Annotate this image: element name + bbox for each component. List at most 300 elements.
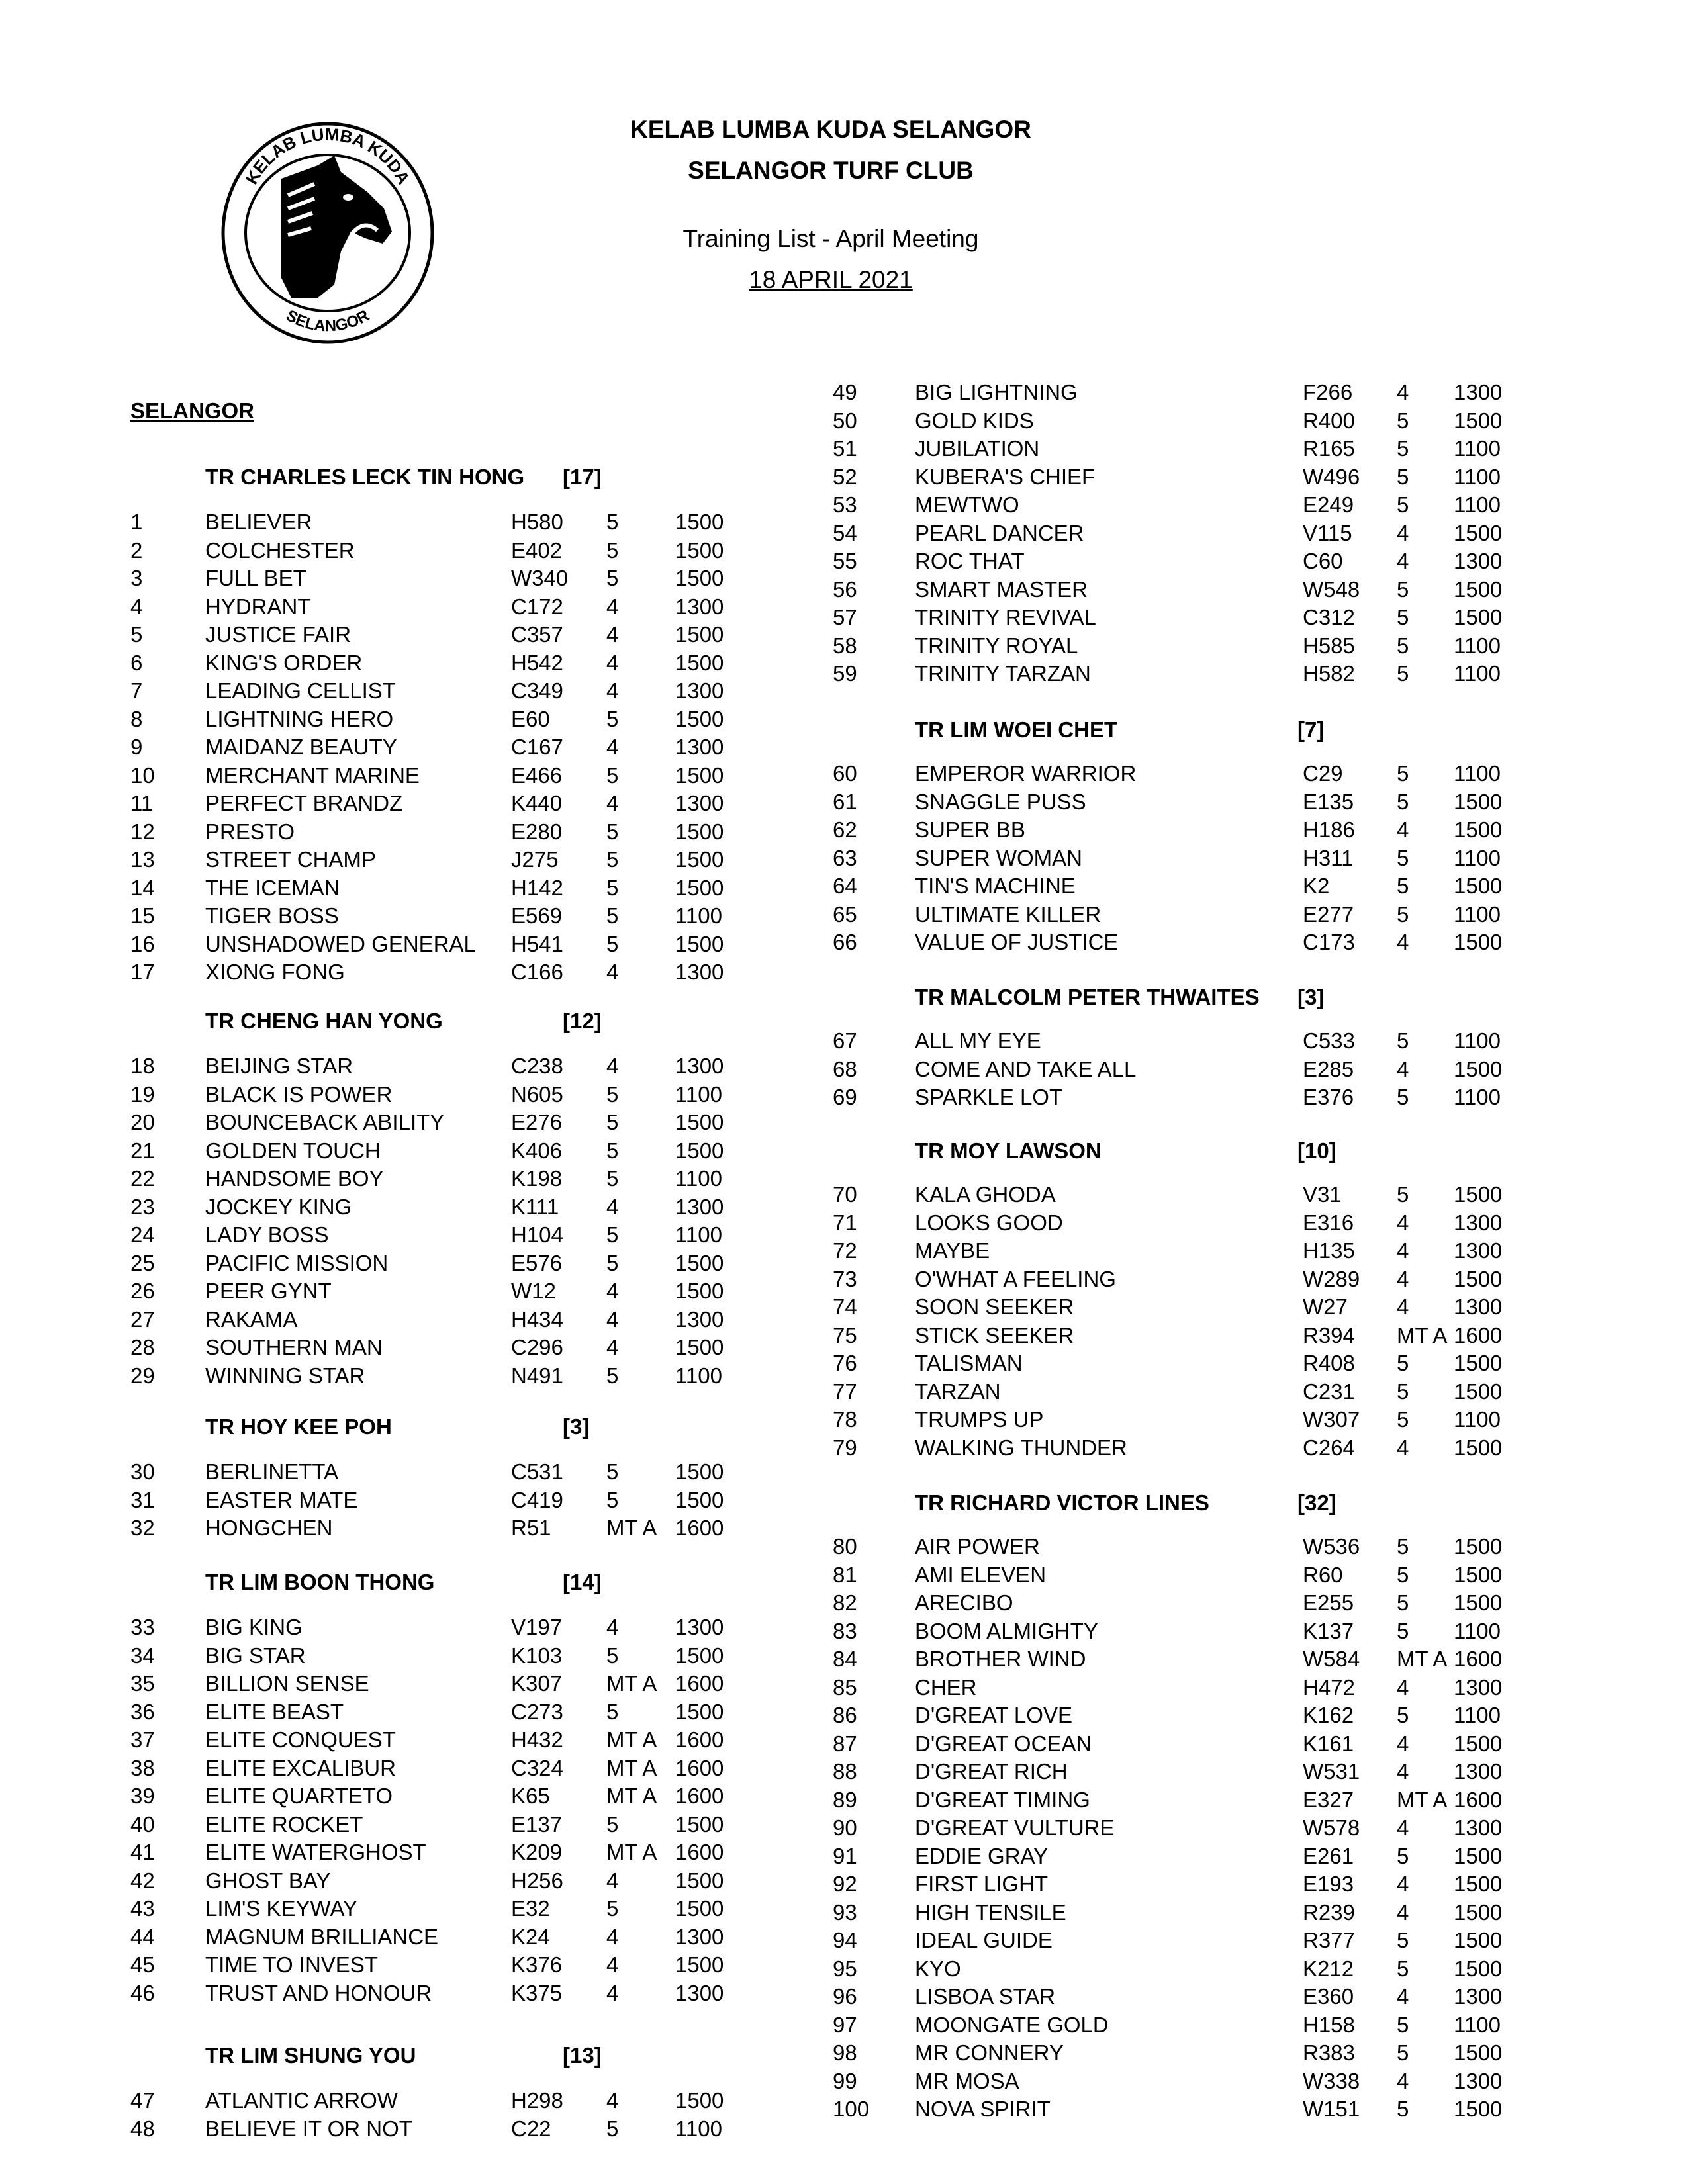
horse-number: 80	[833, 1534, 857, 1559]
horse-number: 47	[130, 2088, 155, 2113]
horse-name: TRINITY TARZAN	[915, 661, 1091, 686]
horse-group: MT A	[1397, 1787, 1448, 1812]
horse-distance: 1300	[675, 1615, 724, 1639]
horse-name: TALISMAN	[915, 1351, 1023, 1375]
horse-code: H472	[1303, 1674, 1355, 1700]
horse-name: PEARL DANCER	[915, 520, 1084, 545]
horse-group: 5	[1397, 1590, 1409, 1615]
horse-group: 5	[606, 762, 619, 788]
club-name-english: SELANGOR TURF CLUB	[688, 157, 974, 184]
horse-name: TRINITY REVIVAL	[915, 605, 1096, 629]
horse-number: 99	[833, 2068, 857, 2093]
horse-name: VALUE OF JUSTICE	[915, 930, 1119, 954]
horse-name: ARECIBO	[915, 1590, 1013, 1615]
horse-code: H434	[511, 1306, 563, 1332]
horse-group: 4	[606, 2088, 619, 2113]
horse-group: 4	[606, 678, 619, 703]
horse-number: 89	[833, 1787, 857, 1812]
horse-distance: 1500	[675, 510, 724, 534]
horse-distance: 1500	[1454, 1928, 1503, 1952]
horse-group: 5	[1397, 436, 1409, 461]
horse-distance: 1500	[1454, 1266, 1503, 1291]
horse-group: 4	[606, 1924, 619, 1949]
horse-name: TIGER BOSS	[205, 903, 339, 928]
horse-number: 98	[833, 2040, 857, 2065]
horse-number: 40	[130, 1811, 155, 1837]
horse-code: R383	[1303, 2040, 1355, 2065]
horse-code: W578	[1303, 1815, 1360, 1840]
horse-name: HANDSOME BOY	[205, 1166, 384, 1191]
trainer-horse-count: [14]	[563, 1570, 602, 1594]
horse-distance: 1500	[1454, 1379, 1503, 1404]
horse-distance: 1500	[675, 1699, 724, 1724]
horse-distance: 1600	[675, 1784, 724, 1808]
horse-name: MAYBE	[915, 1238, 990, 1263]
horse-name: PEER GYNT	[205, 1279, 332, 1303]
horse-group: MT A	[606, 1671, 657, 1696]
horse-code: C324	[511, 1755, 563, 1780]
horse-distance: 1100	[1454, 2012, 1501, 2037]
trainer-heading: TR LIM SHUNG YOU	[205, 2043, 416, 2068]
trainer-heading: TR HOY KEE POH	[205, 1414, 392, 1439]
horse-distance: 1500	[1454, 817, 1503, 842]
horse-code: N605	[511, 1081, 563, 1107]
horse-number: 6	[130, 650, 143, 675]
horse-number: 67	[833, 1028, 857, 1053]
horse-distance: 1300	[675, 1980, 724, 2005]
horse-distance: 1500	[675, 537, 724, 563]
horse-number: 5	[130, 622, 143, 647]
horse-group: 5	[1397, 1182, 1409, 1206]
horse-number: 18	[130, 1054, 155, 1078]
horse-distance: 1500	[675, 1487, 724, 1512]
trainer-heading: TR MALCOLM PETER THWAITES	[915, 985, 1260, 1009]
horse-number: 91	[833, 1843, 857, 1868]
horse-name: GHOST BAY	[205, 1868, 331, 1893]
horse-group: 4	[1397, 549, 1409, 573]
horse-group: 5	[606, 1459, 619, 1484]
horse-group: 5	[606, 931, 619, 956]
horse-distance: 1500	[1454, 1956, 1503, 1981]
horse-group: 4	[1397, 1435, 1409, 1460]
horse-group: 5	[606, 510, 619, 534]
horse-group: 5	[606, 1699, 619, 1724]
horse-name: ATLANTIC ARROW	[205, 2088, 398, 2113]
horse-number: 56	[833, 576, 857, 602]
horse-group: 5	[1397, 1618, 1409, 1643]
horse-number: 87	[833, 1731, 857, 1756]
horse-code: R165	[1303, 436, 1355, 461]
horse-name: SUPER WOMAN	[915, 845, 1083, 870]
horse-code: E60	[511, 706, 550, 731]
horse-distance: 1500	[675, 1138, 724, 1163]
horse-code: C349	[511, 678, 563, 703]
horse-distance: 1600	[675, 1840, 724, 1864]
horse-group: 4	[606, 622, 619, 647]
horse-number: 84	[833, 1647, 857, 1671]
horse-distance: 1500	[675, 931, 724, 956]
horse-number: 7	[130, 678, 143, 703]
horse-number: 39	[130, 1784, 155, 1808]
horse-name: IDEAL GUIDE	[915, 1928, 1053, 1952]
horse-number: 76	[833, 1351, 857, 1375]
horse-number: 83	[833, 1618, 857, 1643]
horse-name: LOOKS GOOD	[915, 1210, 1063, 1235]
horse-group: 4	[1397, 1899, 1409, 1925]
horse-number: 82	[833, 1590, 857, 1615]
horse-name: THE ICEMAN	[205, 875, 340, 900]
horse-distance: 1500	[1454, 408, 1503, 433]
horse-name: AMI ELEVEN	[915, 1562, 1047, 1587]
horse-group: 5	[1397, 789, 1409, 814]
horse-number: 9	[130, 735, 143, 759]
horse-distance: 1500	[1454, 789, 1503, 814]
horse-number: 4	[130, 594, 143, 619]
horse-group: 4	[1397, 520, 1409, 545]
horse-code: E316	[1303, 1210, 1354, 1235]
horse-distance: 1100	[675, 903, 722, 928]
horse-distance: 1500	[1454, 1731, 1503, 1756]
trainer-horse-count: [3]	[563, 1414, 590, 1439]
horse-code: E280	[511, 819, 563, 844]
horse-name: D'GREAT OCEAN	[915, 1731, 1092, 1756]
horse-name: RAKAMA	[205, 1306, 298, 1332]
horse-group: 4	[1397, 1295, 1409, 1319]
horse-number: 42	[130, 1868, 155, 1893]
horse-distance: 1300	[675, 791, 724, 815]
horse-distance: 1500	[1454, 1056, 1503, 1081]
horse-name: WINNING STAR	[205, 1363, 365, 1388]
horse-group: 5	[1397, 901, 1409, 927]
horse-name: SMART MASTER	[915, 576, 1088, 602]
horse-name: EASTER MATE	[205, 1487, 358, 1512]
horse-distance: 1100	[1454, 761, 1501, 786]
club-name-malay: KELAB LUMBA KUDA SELANGOR	[630, 116, 1031, 143]
horse-name: NOVA SPIRIT	[915, 2097, 1051, 2121]
horse-group: MT A	[606, 1516, 657, 1540]
horse-name: FIRST LIGHT	[915, 1872, 1049, 1896]
horse-code: C22	[511, 2116, 551, 2141]
horse-distance: 1500	[1454, 576, 1503, 602]
horse-name: HIGH TENSILE	[915, 1899, 1066, 1925]
horse-number: 66	[833, 930, 857, 954]
horse-name: BEIJING STAR	[205, 1054, 353, 1078]
horse-distance: 1100	[675, 1222, 722, 1247]
horse-name: STICK SEEKER	[915, 1322, 1074, 1347]
horse-group: 4	[606, 791, 619, 815]
horse-code: R51	[511, 1516, 551, 1540]
horse-number: 94	[833, 1928, 857, 1952]
horse-number: 46	[130, 1980, 155, 2005]
horse-group: 5	[1397, 2012, 1409, 2037]
horse-group: 5	[606, 1110, 619, 1134]
horse-number: 44	[130, 1924, 155, 1949]
horse-group: MT A	[606, 1840, 657, 1864]
horse-name: TRINITY ROYAL	[915, 633, 1078, 658]
horse-group: 5	[606, 1081, 619, 1107]
horse-distance: 1600	[675, 1516, 724, 1540]
horse-name: CHER	[915, 1674, 977, 1700]
horse-number: 77	[833, 1379, 857, 1404]
horse-group: 5	[606, 1166, 619, 1191]
horse-distance: 1100	[1454, 1407, 1501, 1432]
horse-name: TIN'S MACHINE	[915, 874, 1076, 898]
horse-name: PERFECT BRANDZ	[205, 791, 403, 815]
horse-group: MT A	[1397, 1647, 1448, 1671]
horse-group: 5	[1397, 605, 1409, 629]
horse-distance: 1500	[1454, 520, 1503, 545]
horse-group: 4	[1397, 1266, 1409, 1291]
horse-number: 54	[833, 520, 857, 545]
horse-number: 12	[130, 819, 155, 844]
horse-code: E569	[511, 903, 563, 928]
horse-code: C172	[511, 594, 563, 619]
horse-distance: 1500	[1454, 1182, 1503, 1206]
trainer-heading: TR CHARLES LECK TIN HONG	[205, 465, 525, 489]
horse-code: E276	[511, 1110, 563, 1134]
horse-name: ELITE QUARTETO	[205, 1784, 393, 1808]
horse-number: 50	[833, 408, 857, 433]
horse-number: 30	[130, 1459, 155, 1484]
trainer-horse-count: [3]	[1297, 985, 1325, 1009]
horse-group: 4	[606, 1279, 619, 1303]
horse-name: GOLD KIDS	[915, 408, 1034, 433]
horse-group: 5	[606, 2116, 619, 2141]
horse-code: K162	[1303, 1703, 1354, 1727]
horse-group: 5	[1397, 2040, 1409, 2065]
horse-distance: 1500	[675, 1952, 724, 1977]
horse-group: 4	[1397, 380, 1409, 404]
horse-distance: 1300	[675, 1194, 724, 1219]
horse-code: C166	[511, 960, 563, 984]
horse-name: COME AND TAKE ALL	[915, 1056, 1137, 1081]
horse-distance: 1300	[675, 1306, 724, 1332]
horse-distance: 1300	[675, 678, 724, 703]
horse-group: 5	[1397, 464, 1409, 489]
horse-distance: 1300	[1454, 1674, 1503, 1700]
horse-distance: 1100	[1454, 661, 1501, 686]
horse-group: 5	[1397, 874, 1409, 898]
horse-distance: 1100	[1454, 1085, 1501, 1109]
horse-distance: 1500	[675, 1643, 724, 1668]
horse-distance: 1500	[675, 847, 724, 872]
horse-group: 4	[606, 1194, 619, 1219]
horse-group: 5	[606, 1487, 619, 1512]
horse-number: 52	[833, 464, 857, 489]
horse-number: 37	[130, 1727, 155, 1752]
trainer-horse-count: [17]	[563, 465, 602, 489]
horse-group: 5	[1397, 1703, 1409, 1727]
horse-code: W151	[1303, 2097, 1360, 2121]
horse-code: E277	[1303, 901, 1354, 927]
horse-number: 49	[833, 380, 857, 404]
horse-distance: 1100	[1454, 492, 1501, 517]
horse-number: 74	[833, 1295, 857, 1319]
horse-name: BLACK IS POWER	[205, 1081, 393, 1107]
horse-number: 59	[833, 661, 857, 686]
horse-code: C29	[1303, 761, 1343, 786]
horse-group: 5	[1397, 1562, 1409, 1587]
horse-name: KUBERA'S CHIEF	[915, 464, 1096, 489]
trainer-heading: TR MOY LAWSON	[915, 1138, 1102, 1163]
horse-distance: 1100	[1454, 436, 1501, 461]
horse-code: C296	[511, 1335, 563, 1359]
horse-name: COLCHESTER	[205, 537, 355, 563]
horse-group: 4	[606, 594, 619, 619]
horse-name: BIG KING	[205, 1615, 303, 1639]
horse-group: 4	[606, 1615, 619, 1639]
horse-number: 73	[833, 1266, 857, 1291]
horse-number: 69	[833, 1085, 857, 1109]
horse-distance: 1500	[675, 875, 724, 900]
horse-distance: 1500	[1454, 605, 1503, 629]
horse-code: E360	[1303, 1984, 1354, 2009]
horse-code: H542	[511, 650, 563, 675]
horse-name: HONGCHEN	[205, 1516, 333, 1540]
horse-code: W27	[1303, 1295, 1348, 1319]
horse-group: MT A	[606, 1784, 657, 1808]
horse-number: 16	[130, 931, 155, 956]
horse-code: R239	[1303, 1899, 1355, 1925]
horse-code: W289	[1303, 1266, 1360, 1291]
horse-distance: 1100	[1454, 1703, 1501, 1727]
horse-name: MR CONNERY	[915, 2040, 1064, 2065]
horse-group: 5	[606, 1363, 619, 1388]
horse-group: 5	[606, 875, 619, 900]
horse-code: E576	[511, 1250, 563, 1275]
horse-code: E285	[1303, 1056, 1354, 1081]
horse-distance: 1600	[675, 1727, 724, 1752]
horse-name: JOCKEY KING	[205, 1194, 352, 1219]
horse-code: K2	[1303, 874, 1330, 898]
horse-name: KYO	[915, 1956, 961, 1981]
horse-code: H311	[1303, 845, 1354, 870]
horse-number: 85	[833, 1674, 857, 1700]
horse-distance: 1100	[675, 1363, 722, 1388]
horse-group: 5	[1397, 1843, 1409, 1868]
horse-name: STREET CHAMP	[205, 847, 376, 872]
trainer-horse-count: [32]	[1297, 1490, 1336, 1515]
horse-distance: 1100	[1454, 633, 1501, 658]
horse-number: 41	[130, 1840, 155, 1864]
horse-group: MT A	[606, 1755, 657, 1780]
horse-group: 5	[1397, 1085, 1409, 1109]
horse-code: W340	[511, 566, 569, 590]
horse-code: C312	[1303, 605, 1355, 629]
horse-distance: 1600	[675, 1671, 724, 1696]
horse-group: 4	[1397, 930, 1409, 954]
horse-number: 43	[130, 1896, 155, 1921]
horse-distance: 1500	[1454, 1590, 1503, 1615]
horse-code: J275	[511, 847, 559, 872]
horse-distance: 1500	[675, 1279, 724, 1303]
horse-name: AIR POWER	[915, 1534, 1040, 1559]
horse-code: W307	[1303, 1407, 1360, 1432]
logo-bottom-text: SELANGOR	[283, 306, 373, 336]
horse-group: 5	[606, 1643, 619, 1668]
horse-distance: 1500	[675, 2088, 724, 2113]
horse-number: 10	[130, 762, 155, 788]
horse-name: KING'S ORDER	[205, 650, 363, 675]
horse-code: H541	[511, 931, 563, 956]
horse-distance: 1500	[675, 762, 724, 788]
horse-code: E249	[1303, 492, 1354, 517]
horse-group: 4	[1397, 1056, 1409, 1081]
horse-name: LIGHTNING HERO	[205, 706, 394, 731]
horse-group: 4	[606, 1980, 619, 2005]
horse-code: H158	[1303, 2012, 1355, 2037]
horse-code: W584	[1303, 1647, 1360, 1671]
horse-code: C273	[511, 1699, 563, 1724]
horse-name: MERCHANT MARINE	[205, 762, 420, 788]
horse-number: 22	[130, 1166, 155, 1191]
horse-name: BELIEVE IT OR NOT	[205, 2116, 412, 2141]
horse-group: 5	[606, 847, 619, 872]
horse-distance: 1100	[1454, 464, 1501, 489]
horse-number: 55	[833, 549, 857, 573]
horse-distance: 1300	[675, 1054, 724, 1078]
trainer-horse-count: [7]	[1297, 717, 1325, 742]
horse-group: 4	[606, 1335, 619, 1359]
horse-code: K440	[511, 791, 563, 815]
horse-number: 28	[130, 1335, 155, 1359]
horse-distance: 1500	[1454, 1534, 1503, 1559]
horse-name: LIM'S KEYWAY	[205, 1896, 358, 1921]
horse-group: 5	[606, 1222, 619, 1247]
horse-code: C167	[511, 735, 563, 759]
horse-group: 5	[606, 1896, 619, 1921]
horse-code: K198	[511, 1166, 563, 1191]
horse-distance: 1500	[1454, 1899, 1503, 1925]
horse-group: 4	[606, 960, 619, 984]
horse-number: 70	[833, 1182, 857, 1206]
horse-name: JUBILATION	[915, 436, 1040, 461]
horse-group: 5	[1397, 492, 1409, 517]
horse-group: MT A	[606, 1727, 657, 1752]
horse-name: JUSTICE FAIR	[205, 622, 352, 647]
horse-code: H135	[1303, 1238, 1355, 1263]
region-heading: SELANGOR	[130, 398, 255, 423]
horse-group: 5	[1397, 408, 1409, 433]
horse-distance: 1100	[675, 2116, 722, 2141]
horse-name: ROC THAT	[915, 549, 1025, 573]
horse-group: 5	[606, 706, 619, 731]
horse-name: SPARKLE LOT	[915, 1085, 1063, 1109]
horse-distance: 1100	[675, 1081, 722, 1107]
horse-name: ELITE WATERGHOST	[205, 1840, 426, 1864]
trainer-heading: TR CHENG HAN YONG	[205, 1009, 443, 1033]
horse-distance: 1500	[675, 819, 724, 844]
horse-name: BOOM ALMIGHTY	[915, 1618, 1098, 1643]
horse-code: K65	[511, 1784, 550, 1808]
horse-distance: 1300	[675, 735, 724, 759]
horse-number: 64	[833, 874, 857, 898]
horse-code: H142	[511, 875, 563, 900]
horse-distance: 1100	[1454, 845, 1501, 870]
horse-number: 97	[833, 2012, 857, 2037]
horse-name: UNSHADOWED GENERAL	[205, 931, 476, 956]
horse-group: 4	[1397, 1731, 1409, 1756]
horse-name: MOONGATE GOLD	[915, 2012, 1109, 2037]
horse-code: V31	[1303, 1182, 1342, 1206]
horse-code: E466	[511, 762, 563, 788]
horse-number: 92	[833, 1872, 857, 1896]
horse-name: BIG STAR	[205, 1643, 306, 1668]
horse-distance: 1300	[1454, 1238, 1503, 1263]
horse-number: 20	[130, 1110, 155, 1134]
horse-group: 5	[1397, 2097, 1409, 2121]
horse-distance: 1600	[675, 1755, 724, 1780]
